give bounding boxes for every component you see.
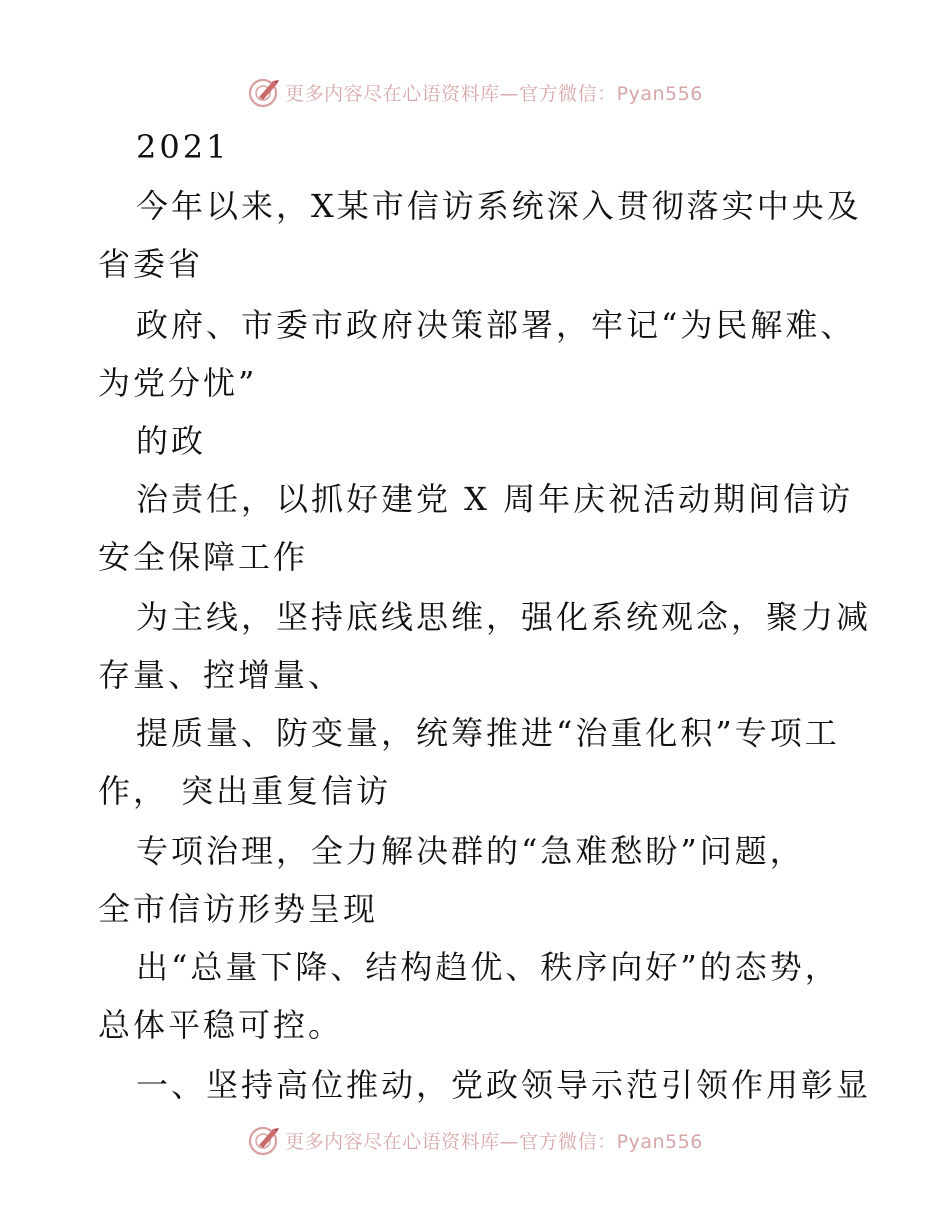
doc-line: 今年以来，X某市信访系统深入贯彻落实中央及	[136, 187, 862, 225]
doc-line: 作， 突出重复信访	[98, 772, 392, 810]
doc-line: 安全保障工作	[98, 538, 309, 576]
watermark-text: 更多内容尽在心语资料库—官方微信：Pyan556	[285, 82, 703, 105]
doc-line: 出“总量下降、结构趋优、秩序向好”的态势，	[136, 948, 840, 986]
doc-section-heading: 一、坚持高位推动，党政领导示范引领作用彰显	[136, 1066, 872, 1104]
doc-line: 政府、市委市政府决策部署，牢记“为民解难、	[136, 306, 856, 344]
doc-line: 为党分忧”	[98, 364, 258, 402]
doc-line: 的政	[136, 422, 207, 460]
doc-line: 治责任，以抓好建党 X 周年庆祝活动期间信访	[136, 480, 854, 518]
doc-line: 提质量、防变量，统筹推进“治重化积”专项工	[136, 714, 840, 752]
watermark-text: 更多内容尽在心语资料库—官方微信：Pyan556	[285, 1130, 703, 1153]
doc-line: 全市信访形势呈现	[98, 890, 379, 928]
doc-line: 省委省	[98, 245, 204, 283]
doc-line: 为主线，坚持底线思维，强化系统观念，聚力减	[136, 598, 872, 636]
pen-nib-circle-icon	[247, 1123, 281, 1157]
doc-line: 2021	[136, 128, 230, 166]
doc-line: 专项治理，全力解决群的“急难愁盼”问题，	[136, 832, 805, 870]
doc-line: 存量、控增量、	[98, 656, 344, 694]
watermark-footer	[0, 1120, 950, 1160]
doc-line: 总体平稳可控。	[98, 1006, 344, 1044]
